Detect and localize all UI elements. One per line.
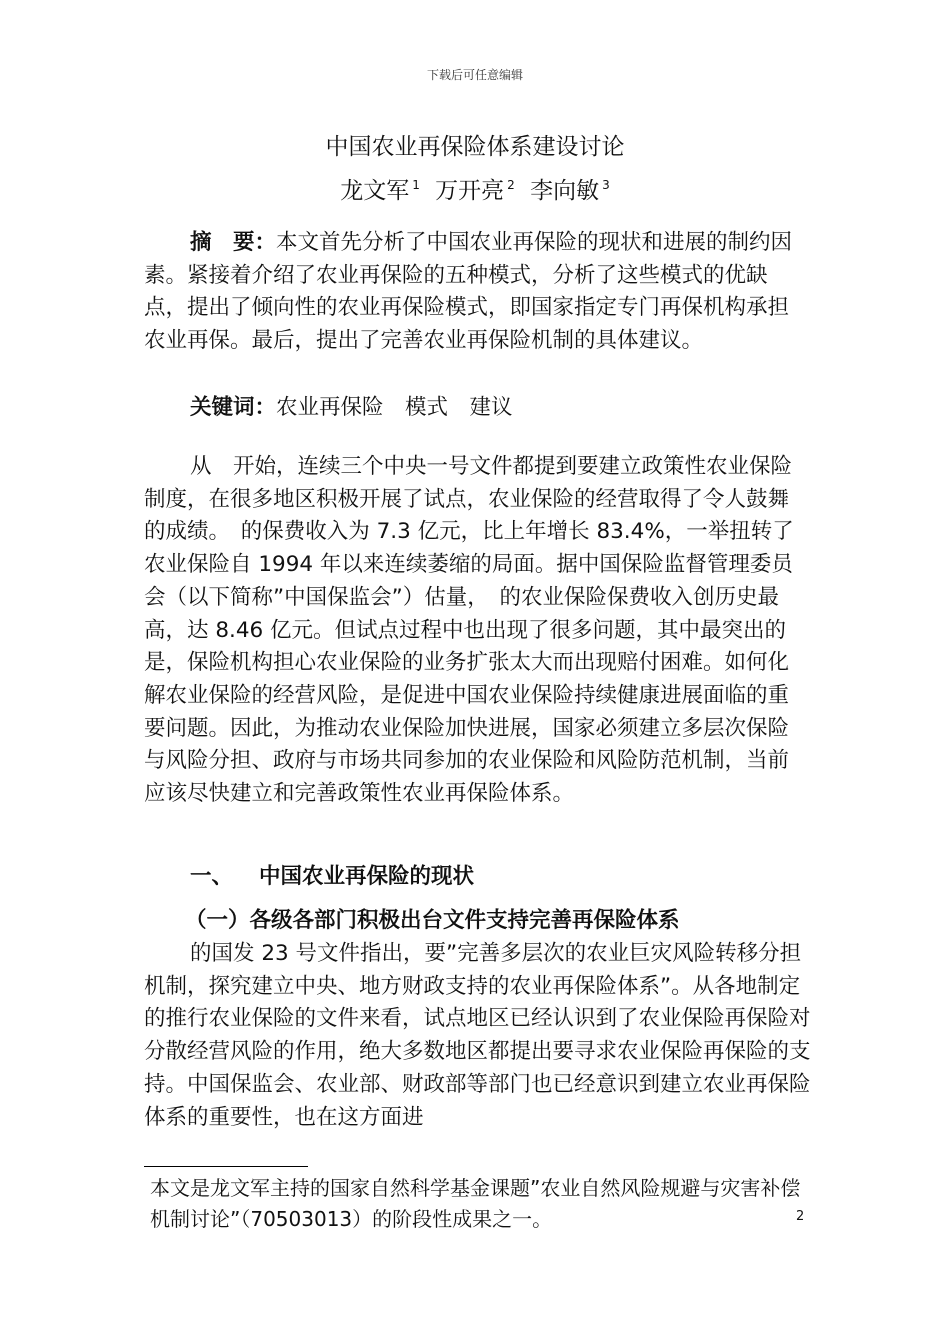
keywords-label: 关键词： — [190, 395, 277, 420]
intro-paragraph: 从 开始，连续三个中央一号文件都提到要建立政策性农业保险制度，在很多地区积极开展了试点，农业保险的经营取得了令人鼓舞的成绩。 的保费收入为 7.3 亿元，比上年增长 83.4%，一举扭转了农业保险自 1994 年以来连续萎缩的局面。据中国保险监督管理委员会（以下简称”中国保监会”）估量， 的农业保险保费收入创历史最高，达 8.46 亿元。但试点过程中也出现了很多问题，其中最突出的是，保险机构担心农业保险的业务扩张太大而出现赔付困难。如何化解农业保险的经营风险，是促进中国农业保险持续健康进展面临的重要问题。因此，为推动农业保险加快进展，国家必须建立多层次保险与风险分担、政府与市场共同参加的农业保险和风险防范机制，当前应该尽快建立和完善政策性农业再保险体系。 — [144, 454, 794, 807]
author-list — [0, 172, 950, 205]
author-mark: 2 — [507, 178, 515, 192]
abstract-label: 摘 要： — [190, 230, 277, 255]
author-name: 龙文军 — [340, 178, 410, 204]
author-name: 万开亮 — [435, 178, 505, 204]
document-title: 中国农业再保险体系建设讨论 — [325, 134, 625, 160]
author-name: 李向敏 — [530, 178, 600, 204]
keywords-text: 农业再保险 模式 建议 — [276, 395, 513, 420]
author-mark: 1 — [412, 178, 420, 192]
keywords-paragraph — [144, 392, 808, 425]
abstract-text: 本文首先分析了中国农业再保险的现状和进展的制约因素。紧接着介绍了农业再保险的五种模式，分析了这些模式的优缺点，提出了倾向性的农业再保险模式，即国家指定专门再保机构承担农业再保。最后，提出了完善农业再保险机制的具体建议。 — [144, 230, 793, 354]
page-header-note: 下载后可任意编辑 — [426, 68, 523, 82]
author-2 — [435, 178, 523, 204]
author-3 — [530, 178, 610, 204]
page-number: 2 — [796, 1209, 805, 1224]
author-1 — [340, 178, 428, 204]
section-title: 中国农业再保险的现状 — [259, 864, 475, 889]
footnote-divider — [144, 1166, 308, 1167]
section-body-paragraph: 的国发 23 号文件指出，要”完善多层次的农业巨灾风险转移分担机制，探究建立中央、地方财政支持的农业再保险体系”。从各地制定的推行农业保险的文件来看，试点地区已经认识到了农业保险再保险对分散经营风险的作用，绝大多数地区都提出要寻求农业保险再保险的支持。中国保监会、农业部、财政部等部门也已经意识到建立农业再保险体系的重要性，也在这方面进 — [144, 941, 811, 1130]
abstract-paragraph — [144, 227, 808, 358]
author-mark: 3 — [602, 178, 610, 192]
section-number: 一、 — [190, 864, 234, 889]
subsection-heading: （一）各级各部门积极出台文件支持完善再保险体系 — [185, 908, 680, 933]
section-heading — [190, 859, 474, 890]
footnote: 本文是龙文军主持的国家自然科学基金课题”农业自然风险规避与灾害补偿机制讨论”（70503013）的阶段性成果之一。 — [150, 1176, 801, 1231]
